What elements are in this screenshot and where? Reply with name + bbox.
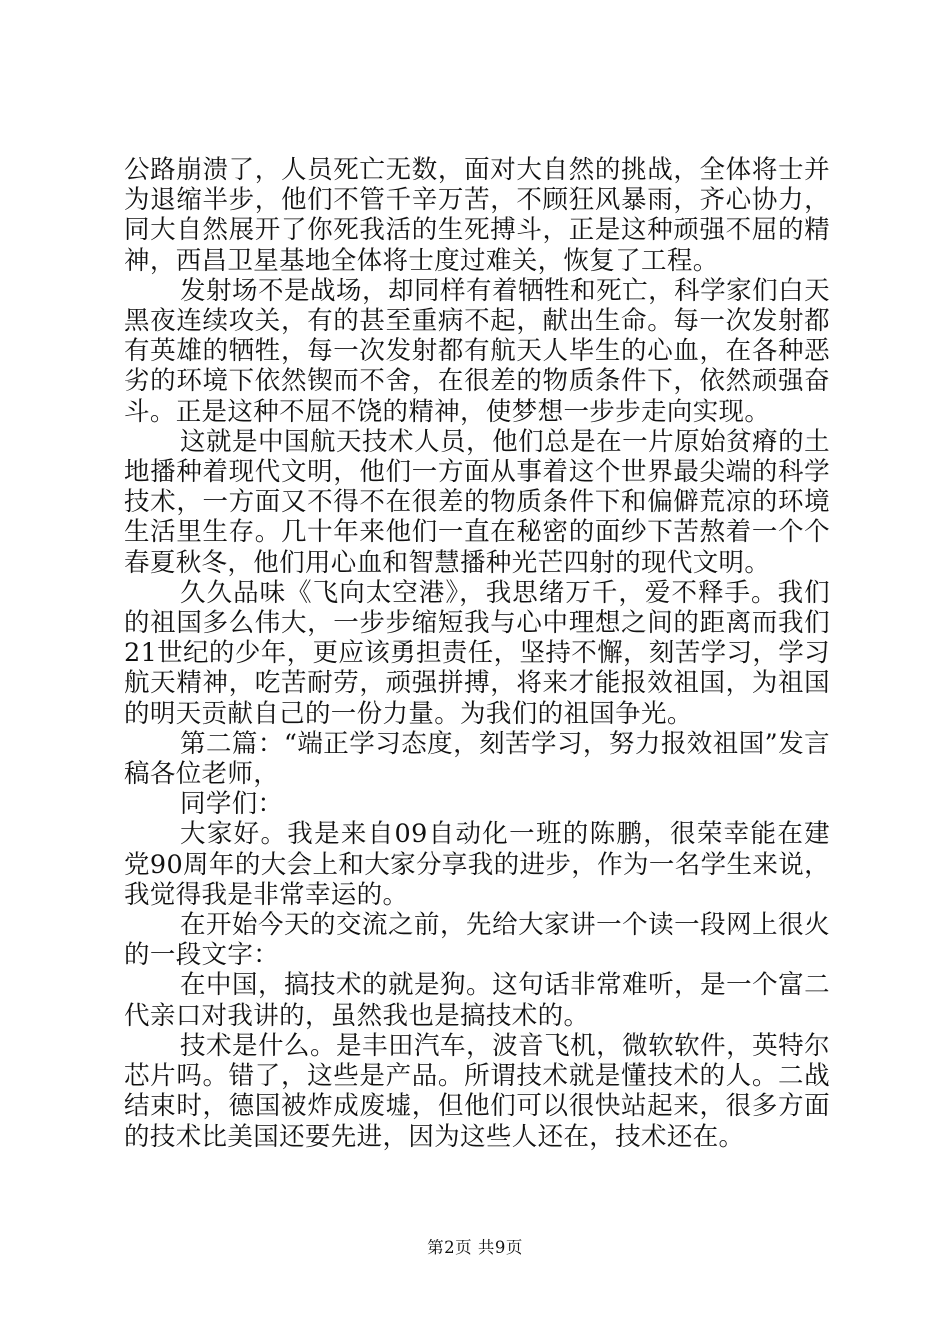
paragraph: 久久品味《飞向太空港》，我思绪万千，爱不释手。我们的祖国多么伟大，一步步缩短我与心中理想之间的距离而我们21世纪的少年，更应该勇担责任，坚持不懈，刻苦学习，学习航天精神，吃苦耐劳，顽强拼搏，将来才能报效祖国，为祖国的明天贡献自己的一份力量。为我们的祖国争光。 [124, 577, 830, 729]
paragraph: 公路崩溃了，人员死亡无数，面对大自然的挑战，全体将士并为退缩半步，他们不管千辛万苦，不顾狂风暴雨，齐心协力，同大自然展开了你死我活的生死搏斗，正是这种顽强不屈的精神，西昌卫星基地全体将士度过难关，恢复了工程。 [124, 155, 830, 276]
paragraph: 在中国，搞技术的就是狗。这句话非常难听，是一个富二代亲口对我讲的，虽然我也是搞技术的。 [124, 970, 830, 1031]
paragraph: 这就是中国航天技术人员，他们总是在一片原始贫瘠的土地播种着现代文明，他们一方面从事着这个世界最尖端的科学技术，一方面又不得不在很差的物质条件下和偏僻荒凉的环境生活里生存。几十年来他们一直在秘密的面纱下苦熬着一个个春夏秋冬，他们用心血和智慧播种光芒四射的现代文明。 [124, 426, 830, 578]
paragraph: 发射场不是战场，却同样有着牺牲和死亡，科学家们白天黑夜连续攻关，有的甚至重病不起，献出生命。每一次发射都有英雄的牺牲，每一次发射都有航天人毕生的心血，在各种恶劣的环境下依然锲而不舍，在很差的物质条件下，依然顽强奋斗。正是这种不屈不饶的精神，使梦想一步步走向实现。 [124, 275, 830, 427]
section-heading: 第二篇：“端正学习态度，刻苦学习，努力报效祖国”发言稿各位老师， [124, 728, 830, 790]
page-number-footer: 第2页 共9页 [427, 1238, 523, 1257]
salutation: 同学们： [180, 789, 284, 820]
paragraph: 在开始今天的交流之前，先给大家讲一个读一段网上很火的一段文字： [124, 910, 830, 971]
document-body [124, 155, 830, 1152]
paragraph: 技术是什么。是丰田汽车，波音飞机，微软软件，英特尔芯片吗。错了，这些是产品。所谓技术就是懂技术的人。二战结束时，德国被炸成废墟，但他们可以很快站起来，很多方面的技术比美国还要先进，因为这些人还在，技术还在。 [124, 1030, 830, 1152]
paragraph: 大家好。我是来自09自动化一班的陈鹏，很荣幸能在建党90周年的大会上和大家分享我的进步，作为一名学生来说，我觉得我是非常幸运的。 [124, 819, 830, 910]
